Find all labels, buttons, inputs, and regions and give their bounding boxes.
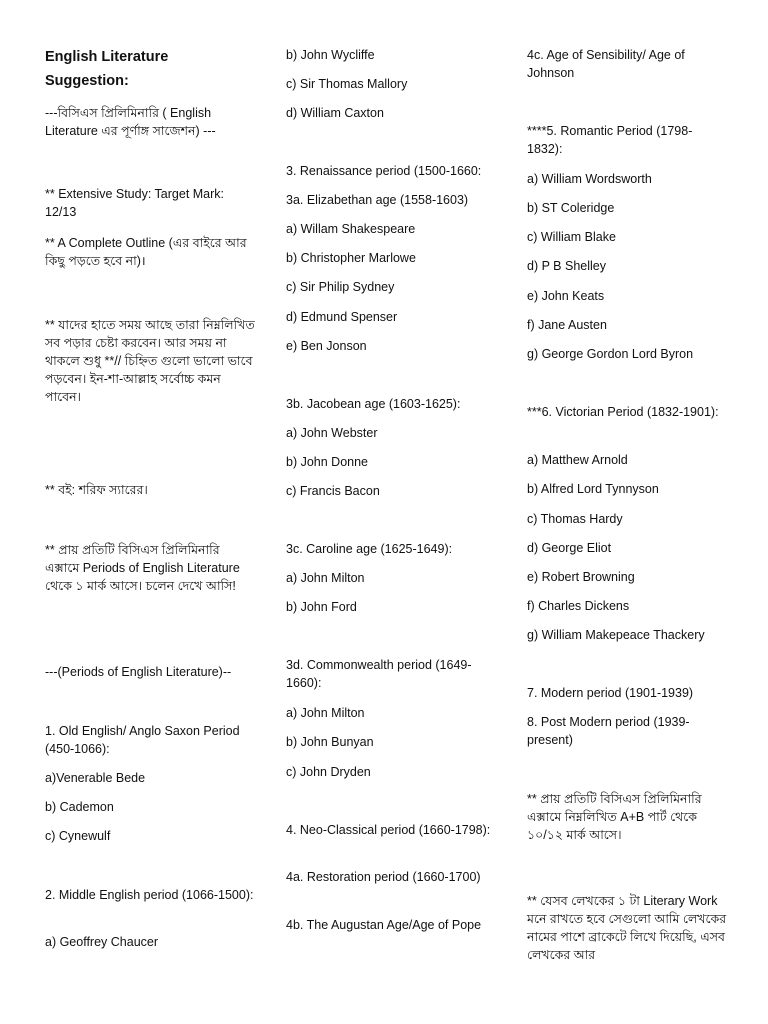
neo-classical-period-heading: 4. Neo-Classical period (1660-1798): <box>286 823 491 837</box>
list-item: a) Matthew Arnold <box>527 453 628 467</box>
list-item: d) P B Shelley <box>527 259 606 273</box>
list-item: a) William Wordsworth <box>527 172 652 186</box>
list-item: d) William Caxton <box>286 106 384 120</box>
victorian-period-heading: ***6. Victorian Period (1832-1901): <box>527 405 719 419</box>
doc-title-line2: Suggestion: <box>45 73 129 89</box>
renaissance-period-heading: 3. Renaissance period (1500-1660: <box>286 164 482 178</box>
list-item: a) Willam Shakespeare <box>286 222 416 236</box>
list-item: b) Alfred Lord Tynnyson <box>527 482 659 496</box>
augustan-age-heading: 4b. The Augustan Age/Age of Pope <box>286 918 482 932</box>
restoration-period-heading: 4a. Restoration period (1660-1700) <box>286 870 481 884</box>
literary-work-paragraph: ** যেসব লেখকের ১ টা Literary Work মনে রাখতে হবে সেগুলো আমি লেখকের নামের পাশে ব্রাকেটে লিখে দিয়েছি, এসব লেখকের আর <box>527 894 727 962</box>
romantic-period-heading: ****5. Romantic Period (1798-1832): <box>527 124 693 156</box>
list-item: a) John Milton <box>286 706 365 720</box>
list-item: c) Cynewulf <box>45 829 111 843</box>
periods-intro-paragraph: ** প্রায় প্রতিটি বিসিএস প্রিলিমিনারি এক্সামে Periods of English Literature থেকে ১ মার্ক আসে। চলেন দেখে আসি! <box>45 543 240 593</box>
periods-heading: ---(Periods of English Literature)-- <box>45 665 232 679</box>
complete-outline-paragraph: ** A Complete Outline (এর বাইরে আর কিছু পড়তে হবে না)। <box>45 236 247 268</box>
list-item: a)Venerable Bede <box>45 771 146 785</box>
list-item: d) Edmund Spenser <box>286 310 398 324</box>
list-item: b) John Ford <box>286 600 357 614</box>
post-modern-period-heading: 8. Post Modern period (1939-present) <box>527 715 690 747</box>
list-item: a) Geoffrey Chaucer <box>45 935 159 949</box>
list-item: c) William Blake <box>527 230 616 244</box>
list-item: c) John Dryden <box>286 765 371 779</box>
list-item: b) Christopher Marlowe <box>286 251 416 265</box>
list-item: a) John Webster <box>286 426 378 440</box>
book-paragraph: ** বই: শরিফ স্যারের। <box>45 483 148 497</box>
list-item: d) George Eliot <box>527 541 612 555</box>
modern-period-heading: 7. Modern period (1901-1939) <box>527 686 694 700</box>
list-item: c) Thomas Hardy <box>527 512 623 526</box>
list-item: b) ST Coleridge <box>527 201 615 215</box>
list-item: g) George Gordon Lord Byron <box>527 347 694 361</box>
list-item: b) John Bunyan <box>286 735 374 749</box>
list-item: c) Francis Bacon <box>286 484 380 498</box>
list-item: c) Sir Philip Sydney <box>286 280 395 294</box>
old-english-period-heading: 1. Old English/ Anglo Saxon Period (450-1066): <box>45 724 240 756</box>
list-item: a) John Milton <box>286 571 365 585</box>
elizabethan-age-heading: 3a. Elizabethan age (1558-1603) <box>286 193 469 207</box>
doc-title-line1: English Literature <box>45 49 169 65</box>
extensive-study-paragraph: ** Extensive Study: Target Mark: 12/13 <box>45 187 225 219</box>
caroline-age-heading: 3c. Caroline age (1625-1649): <box>286 542 453 556</box>
list-item: f) Jane Austen <box>527 318 607 332</box>
list-item: e) John Keats <box>527 289 605 303</box>
sensibility-age-heading: 4c. Age of Sensibility/ Age of Johnson <box>527 48 685 80</box>
list-item: g) William Makepeace Thackery <box>527 628 705 642</box>
middle-english-period-heading: 2. Middle English period (1066-1500): <box>45 888 254 902</box>
commonwealth-period-heading: 3d. Commonwealth period (1649-1660): <box>286 658 472 690</box>
suggestion-paragraph: ---বিসিএস প্রিলিমিনারি ( English Literature এর পূর্ণাঙ্গ সাজেশন) --- <box>45 106 216 138</box>
list-item: c) Sir Thomas Mallory <box>286 77 408 91</box>
ab-part-paragraph: ** প্রায় প্রতিটি বিসিএস প্রিলিমিনারি এক্সামে নিম্নলিখিত A+B পার্ট থেকে ১০/১২ মার্ক আসে। <box>527 792 702 842</box>
list-item: b) Cademon <box>45 800 114 814</box>
jacobean-age-heading: 3b. Jacobean age (1603-1625): <box>286 397 461 411</box>
time-advice-paragraph: ** যাদের হাতে সময় আছে তারা নিম্নলিখিত সব পড়ার চেষ্টা করবেন। আর সময় না থাকলে শুধু **// চিহ্নিত গুলো ভালো ভাবে পড়বেন। ইন-শা-আল্লাহ সর্বোচ্চ কমন পাবেন। <box>45 318 255 404</box>
list-item: f) Charles Dickens <box>527 599 630 613</box>
list-item: e) Robert Browning <box>527 570 635 584</box>
list-item: b) John Donne <box>286 455 369 469</box>
list-item: b) John Wycliffe <box>286 48 375 62</box>
list-item: e) Ben Jonson <box>286 339 367 353</box>
